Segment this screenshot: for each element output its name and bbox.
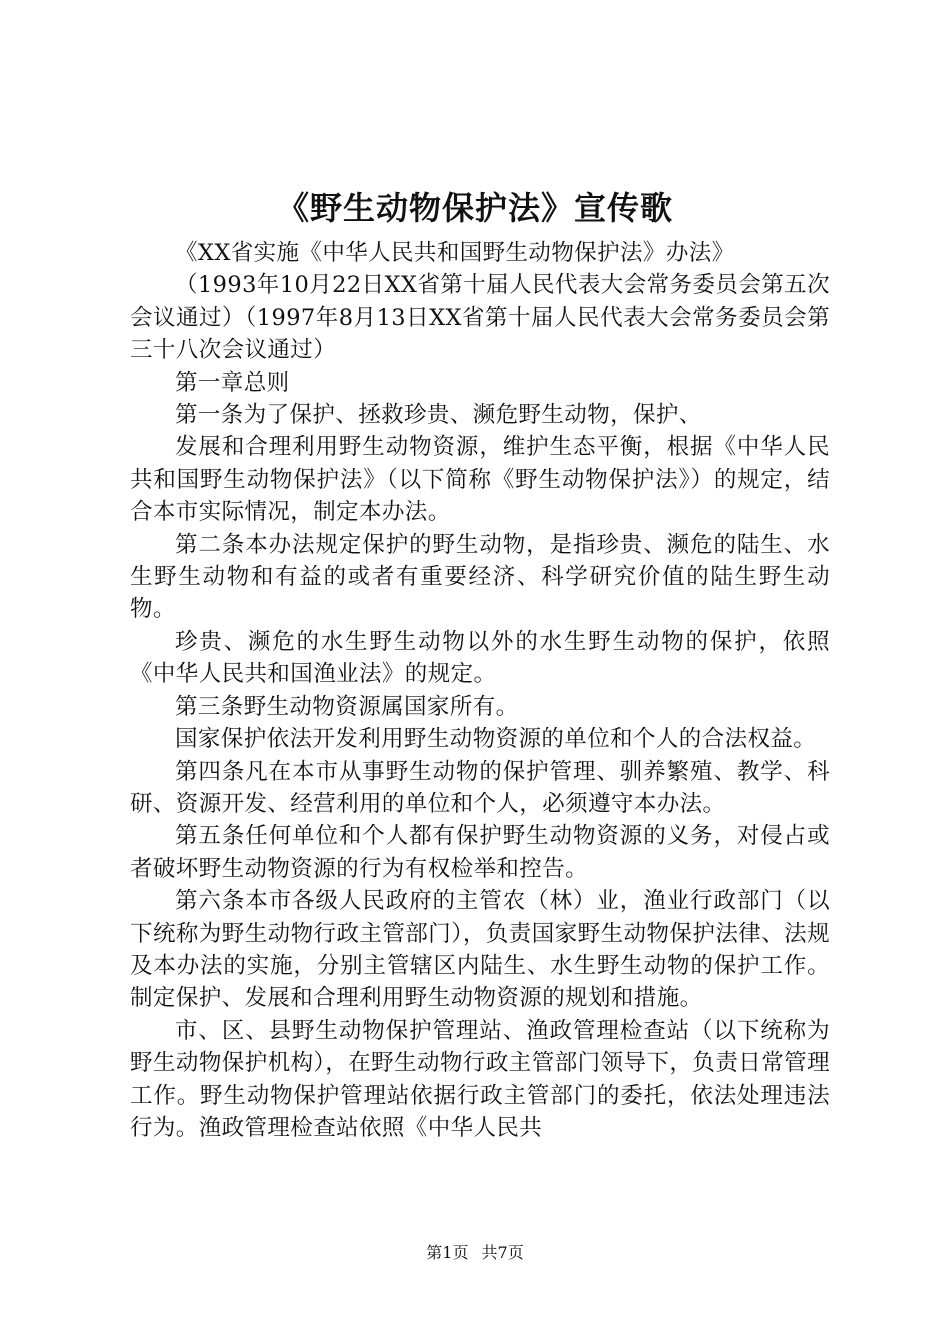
document-body [130,237,830,1144]
document-title: 《野生动物保护法》宣传歌 [276,189,673,227]
page-number: 第1页 [426,1243,469,1262]
paragraph: 第一条为了保护、拯救珍贵、濒危野生动物，保护、 [175,402,702,429]
paragraph: 第六条本市各级人民政府的主管农（林）业，渔业行政部门（以下统称为野生动物行政主管部门），负责国家野生动物保护法律、法规及本办法的实施，分别主管辖区内陆生、水生野生动物的保护工作。制定保护、发展和合理利用野生动物资源的规划和措施。 [130,888,830,1012]
paragraph: 发展和合理利用野生动物资源，维护生态平衡，根据《中华人民共和国野生动物保护法》（以下简称《野生动物保护法》）的规定，结合本市实际情况，制定本办法。 [130,434,830,526]
paragraph: 第一章总则 [175,369,290,396]
page-total: 共7页 [481,1243,524,1262]
paragraph: 《XX省实施《中华人民共和国野生动物保护法》办法》 [175,240,735,266]
paragraph: 国家保护依法开发利用野生动物资源的单位和个人的合法权益。 [175,726,817,753]
page-footer [0,1242,950,1264]
paragraph: 第二条本办法规定保护的野生动物，是指珍贵、濒危的陆生、水生野生动物和有益的或者有重要经济、科学研究价值的陆生野生动物。 [130,531,830,623]
paragraph: 市、区、县野生动物保护管理站、渔政管理检查站（以下统称为野生动物保护机构），在野生动物行政主管部门领导下，负责日常管理工作。野生动物保护管理站依据行政主管部门的委托，依法处理违法行为。渔政管理检查站依照《中华人民共 [130,1017,830,1141]
paragraph: 第五条任何单位和个人都有保护野生动物资源的义务，对侵占或者破坏野生动物资源的行为有权检举和控告。 [130,823,830,882]
paragraph: 珍贵、濒危的水生野生动物以外的水生野生动物的保护，依照《中华人民共和国渔业法》的规定。 [130,628,830,688]
paragraph: 第四条凡在本市从事野生动物的保护管理、驯养繁殖、教学、科研、资源开发、经营利用的单位和个人，必须遵守本办法。 [130,758,830,817]
paragraph: （1993年10月22日XX省第十届人民代表大会常务委员会第五次会议通过）（1997年8月13日XX省第十届人民代表大会常务委员会第三十八次会议通过） [130,272,830,364]
paragraph: 第三条野生动物资源属国家所有。 [175,693,519,720]
